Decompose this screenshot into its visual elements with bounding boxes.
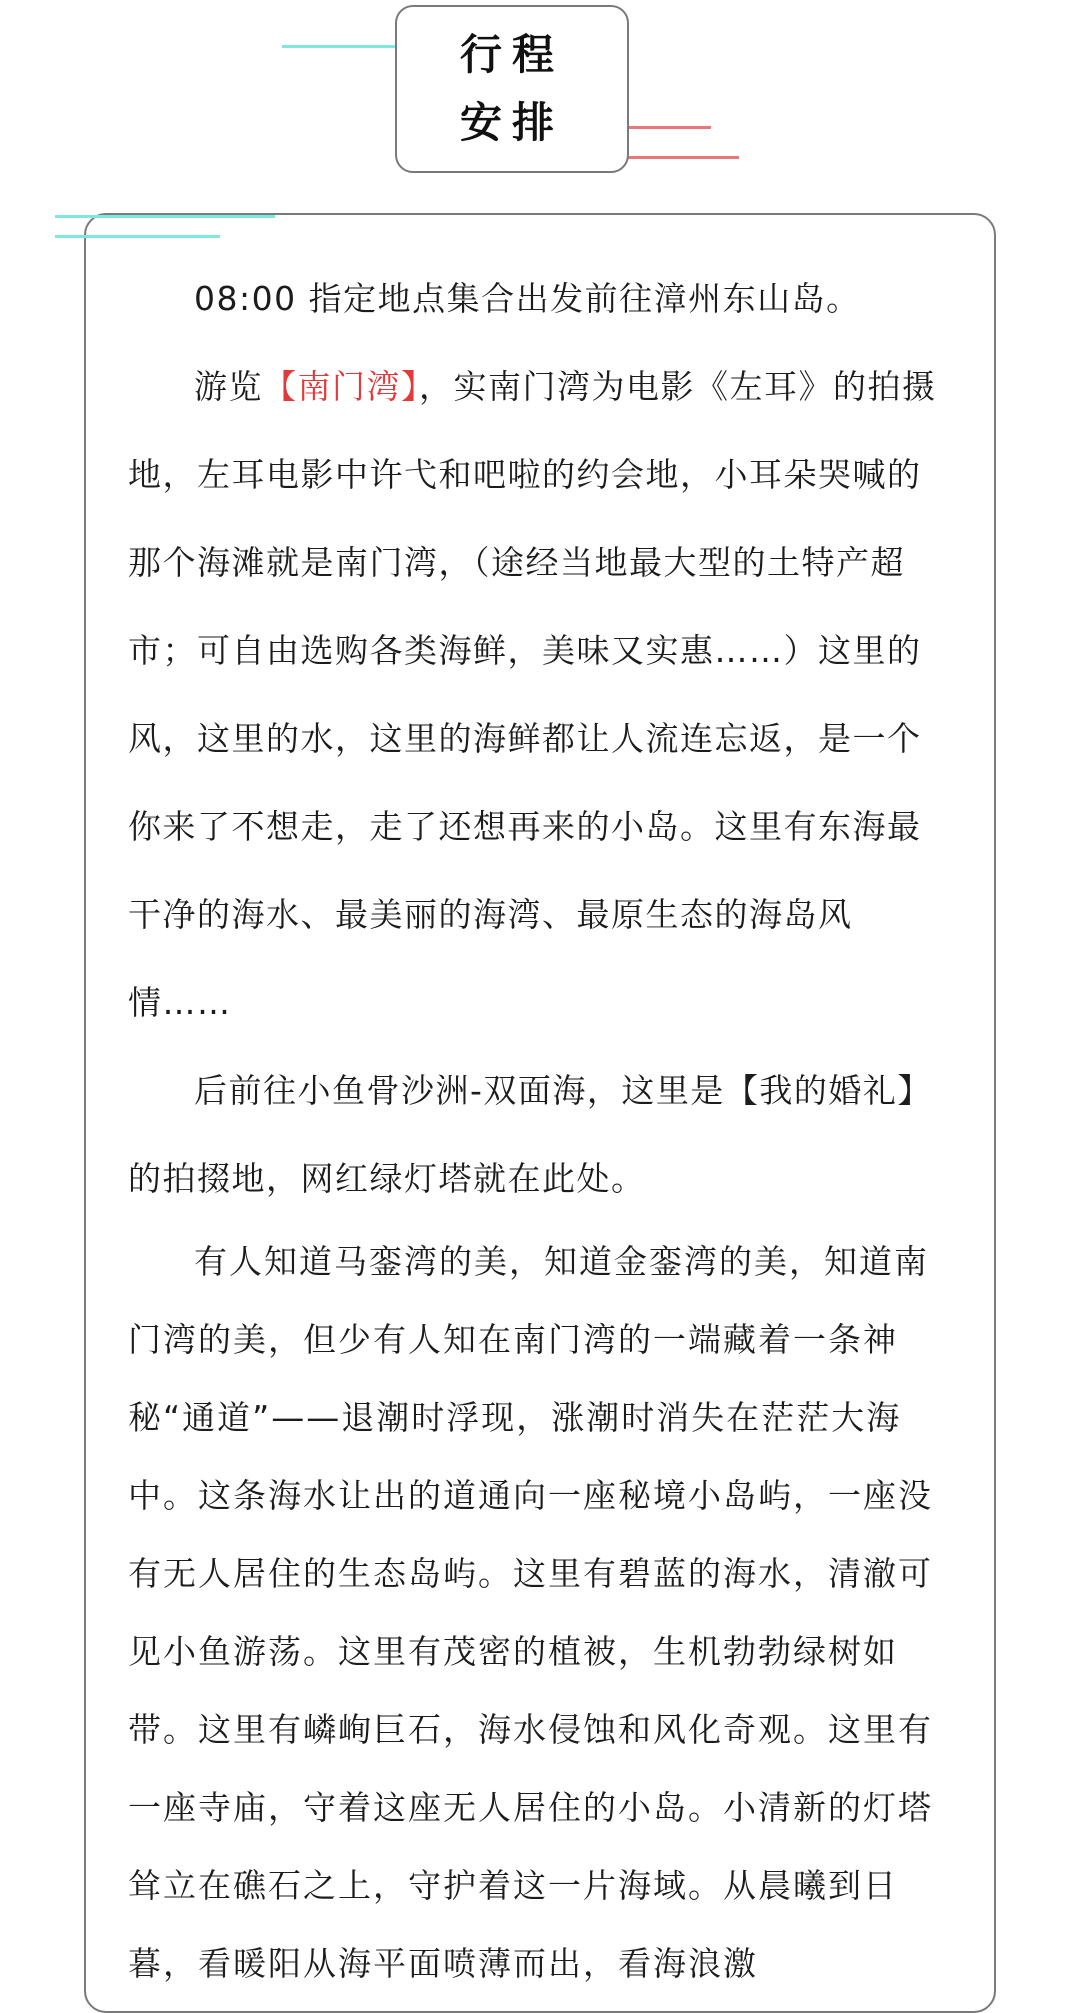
- section-title-line1: 行程: [459, 30, 564, 79]
- teal-accent-line-left-2: [55, 235, 220, 238]
- itinerary-paragraph-island: 有人知道马銮湾的美，知道金銮湾的美，知道南门湾的美，但少有人知在南门湾的一端藏着一条神秘“通道”——退潮时浮现，涨潮时消失在茫茫大海中。这条海水让出的道通向一座秘境小岛屿，一座没有无人居住的生态岛屿。这里有碧蓝的海水，清澈可见小鱼游荡。这里有茂密的植被，生机勃勃绿树如带。这里有嶙峋巨石，海水侵蚀和风化奇观。这里有一座寺庙，守着这座无人居住的小岛。小清新的灯塔耸立在礁石之上，守护着这一片海域。从晨曦到日暮，看暖阳从海平面喷薄而出，看海浪激: [128, 1242, 933, 1983]
- teal-accent-line-left-1: [55, 215, 275, 218]
- itinerary-paragraph-nanmenwan: [128, 343, 948, 1047]
- section-title-line2: 安排: [459, 98, 564, 147]
- itinerary-paragraph-xiaoyugu: 后前往小鱼骨沙洲-双面海，这里是【我的婚礼】的拍掇地，网红绿灯塔就在此处。: [128, 1071, 932, 1198]
- red-accent-line-2: [627, 156, 739, 159]
- paragraph-text: 游览: [194, 367, 263, 406]
- teal-accent-line-top: [282, 45, 397, 48]
- section-title-box: [395, 5, 629, 173]
- paragraph-text: ，实南门湾为电影《左耳》的拍摄地，左耳电影中许弋和吧啦的约会地，小耳朵哭喊的那个海滩就是南门湾，（途经当地最大型的土特产超市；可自由选购各类海鲜，美味又实惠……）这里的风，这里的水，这里的海鲜都让人流连忘返，是一个你来了不想走，走了还想再来的小岛。这里有东海最干净的海水、最美丽的海湾、最原生态的海岛风情……: [128, 367, 937, 1022]
- itinerary-paragraph-departure: 08:00 指定地点集合出发前往漳州东山岛。: [194, 279, 861, 318]
- highlight-nanmenwan: 【南门湾】: [263, 367, 419, 406]
- itinerary-text: [128, 255, 948, 2003]
